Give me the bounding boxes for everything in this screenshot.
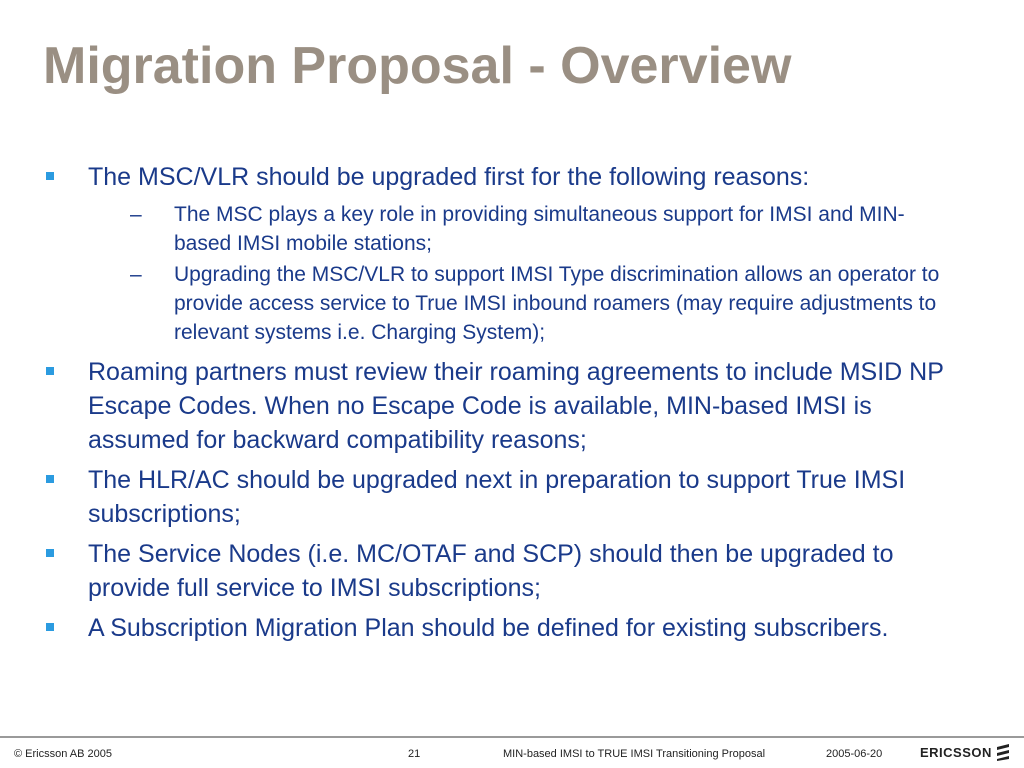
sub-bullet-item xyxy=(40,200,950,258)
bullet-text: A Subscription Migration Plan should be defined for existing subscribers. xyxy=(88,614,889,642)
bullet-list xyxy=(40,160,950,651)
sub-bullet-item xyxy=(40,260,950,347)
bullet-item xyxy=(40,355,950,457)
square-bullet-icon xyxy=(46,367,54,375)
footer-date: 2005-06-20 xyxy=(826,748,883,760)
dash-icon: – xyxy=(130,203,142,226)
bullet-item xyxy=(40,160,950,194)
bullet-text: The MSC/VLR should be upgraded first for the following reasons: xyxy=(88,163,810,191)
ericsson-logo xyxy=(920,743,1010,761)
footer-divider xyxy=(0,736,1024,738)
ericsson-mark-icon xyxy=(996,743,1010,761)
logo-text: ERICSSON xyxy=(920,744,992,760)
sub-bullet-text: The MSC plays a key role in providing simultaneous support for IMSI and MIN-based IMSI mobile stations; xyxy=(174,203,905,255)
footer-doc-title: MIN-based IMSI to TRUE IMSI Transitioning Proposal xyxy=(503,748,766,760)
dash-icon: – xyxy=(130,263,142,286)
square-bullet-icon xyxy=(46,475,54,483)
bullet-item xyxy=(40,611,950,645)
sub-bullet-text: Upgrading the MSC/VLR to support IMSI Type discrimination allows an operator to provide access service to True IMSI inbound roamers (may require adjustments to relevant systems i.e. Charging System); xyxy=(174,263,940,344)
footer-page-number: 21 xyxy=(408,748,421,760)
square-bullet-icon xyxy=(46,172,54,180)
bullet-text: The HLR/AC should be upgraded next in preparation to support True IMSI subscriptions; xyxy=(88,466,906,528)
bullet-item xyxy=(40,463,950,531)
bullet-text: Roaming partners must review their roaming agreements to include MSID NP Escape Codes. When no Escape Code is available, MIN-based IMSI is assumed for backward compatibility reasons; xyxy=(88,358,944,454)
footer-copyright: © Ericsson AB 2005 xyxy=(14,748,112,760)
bullet-item xyxy=(40,537,950,605)
bullet-text: The Service Nodes (i.e. MC/OTAF and SCP) should then be upgraded to provide full service to IMSI subscriptions; xyxy=(88,540,894,602)
square-bullet-icon xyxy=(46,549,54,557)
slide-title: Migration Proposal - Overview xyxy=(43,37,792,95)
square-bullet-icon xyxy=(46,623,54,631)
